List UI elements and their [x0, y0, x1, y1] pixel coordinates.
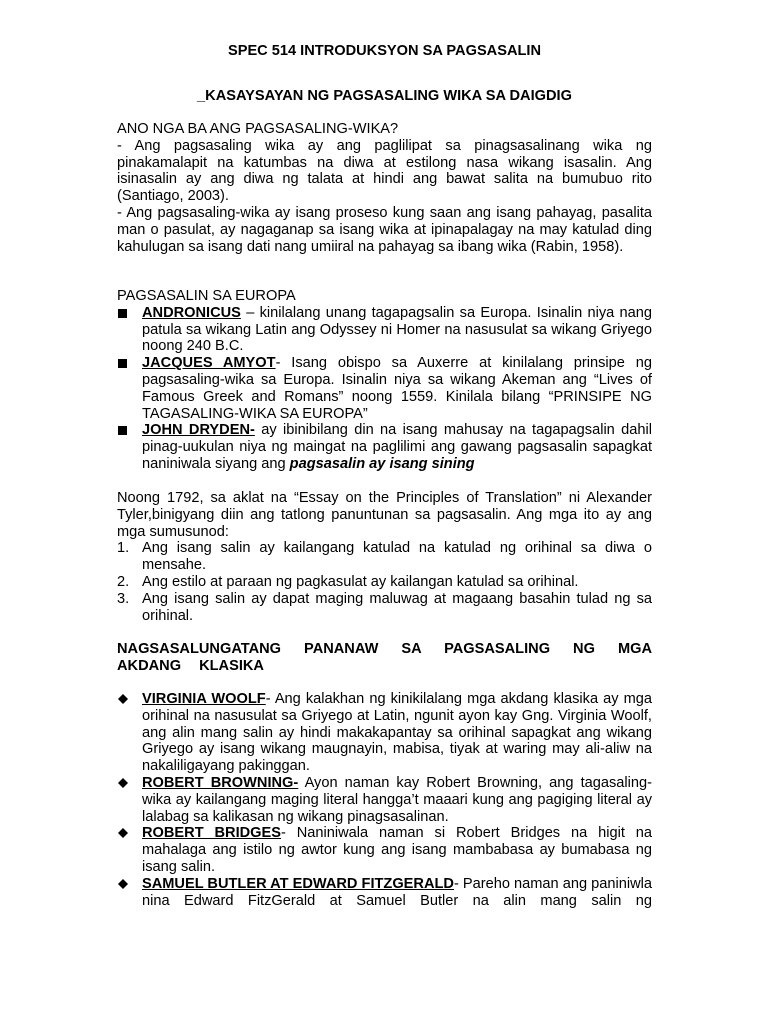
list-item	[117, 825, 652, 875]
rule-item	[117, 574, 652, 591]
item-text: ay ibinibilang din na isang mahusay na tagapagsalin dahil pinag-uukulan niya ng maingat na paglilimi ang gawang pagsasalin sapagkat naniniwala siyang ang	[142, 422, 652, 472]
europe-section	[117, 288, 652, 473]
definition-paragraph: - Ang pagsasaling wika ay ang paglilipat sa pinagsasalinang wika ng pinakamalapit na katumbas na diwa at estilong nasa wikang isasalin. Ang isinasalin ay ang diwa ng talata at hindi ang bawat salita na bumubuo rito (Santiago, 2003).	[117, 137, 652, 205]
list-item	[117, 422, 652, 472]
definition-section	[117, 121, 652, 255]
list-item	[117, 775, 652, 825]
item-text: - Naniniwala naman si Robert Bridges na higit na mahalaga ang istilo ng awtor kung ang isang mambabasa ay bumabasa ng isang salin.	[142, 825, 652, 875]
diamond-bullet-icon	[118, 694, 128, 704]
section-question: ANO NGA BA ANG PAGSASALING-WIKA?	[117, 121, 399, 137]
square-bullet-icon	[118, 309, 127, 318]
item-text: Ayon naman kay Robert Browning, ang tagasaling-wika ay kailangang maging literal hangga’t maaari kung ang pagiging literal ay lalabag sa kalikasan ng wikang pinagsasalinan.	[142, 774, 652, 825]
square-bullet-icon	[118, 426, 127, 435]
list-item	[117, 305, 652, 355]
definition-paragraph: - Ang pagsasaling-wika ay isang proseso kung saan ang isang pahayag, pasalita man o pasulat, ay nagaganap sa isang wika at ipinapalagay na may katulad ding kahulugan sa isang dati nang umiiral na pahayag sa ibang wika (Rabin, 1958).	[117, 204, 652, 255]
section-heading: PAGSASALIN SA EUROPA	[117, 288, 296, 304]
diamond-bullet-icon	[118, 879, 128, 889]
item-text: - Isang obispo sa Auxerre at kinilalang prinsipe ng pagsasaling-wika sa Europa. Isinalin niya sa wikang Akeman ang “Lives of Famous Greek and Romans” noong 1559. Kinilala bilang “PRINSIPE NG TAGASALING-WIKA SA EUROPA”	[142, 355, 652, 422]
critic-name: VIRGINIA WOOLF	[142, 691, 266, 707]
critic-name: ROBERT BRIDGES	[142, 825, 281, 842]
list-item	[117, 876, 652, 910]
rule-text: Ang estilo at paraan ng pagkasulat ay kailangan katulad sa orihinal.	[142, 573, 579, 590]
translator-name: JOHN DRYDEN-	[142, 422, 255, 439]
rule-item	[117, 591, 652, 625]
item-text: - Pareho naman ang paniniwla nina Edward FitzGerald at Samuel Butler na alin mang salin ng	[142, 875, 652, 909]
diamond-bullet-icon	[118, 778, 128, 788]
tyler-section	[117, 490, 652, 624]
topic-title: _KASAYSAYAN NG PAGSASALING WIKA SA DAIGDIG	[197, 88, 572, 104]
translator-name: ANDRONICUS	[142, 304, 241, 321]
emphasized-text: pagsasalin ay isang sining	[289, 455, 475, 472]
rule-number: 3.	[117, 590, 130, 607]
tyler-intro: Noong 1792, sa aklat na “Essay on the Principles of Translation” ni Alexander Tyler,binigyang diin ang tatlong panuntunan sa pagsasalin. Ang mga ito ay ang mga sumusunod:	[117, 490, 652, 540]
section-heading: NAGSASALUNGATANG PANANAW SA PAGSASALING NG MGA AKDANG KLASIKA	[117, 641, 652, 674]
classics-list	[117, 691, 652, 909]
classics-section	[117, 641, 652, 675]
item-text: – kinilalang unang tagapagsalin sa Europa. Isinalin niya nang patula sa wikang Latin ang Odyssey ni Homer na nasusulat sa wikang Griyego noong 240 B.C.	[142, 304, 652, 355]
square-bullet-icon	[118, 359, 127, 368]
list-item	[117, 355, 652, 422]
rule-text: Ang isang salin ay kailangang katulad na katulad ng orihinal sa diwa o mensahe.	[142, 540, 652, 574]
course-title: SPEC 514 INTRODUKSYON SA PAGSASALIN	[227, 43, 541, 59]
rule-number: 1.	[117, 540, 130, 557]
diamond-bullet-icon	[118, 828, 128, 838]
rule-text: Ang isang salin ay dapat maging maluwag at magaang basahin tulad ng sa orihinal.	[142, 590, 652, 624]
item-text: - Ang kalakhan ng kinikilalang mga akdang klasika ay mga orihinal na nasusulat sa Griyego at Latin, ngunit ayon kay Gng. Virginia Woolf, ang alin mang salin ay hindi makakapantay sa orihinal sapagkat ang wikang Griyego ay isang wikang maugnayin, mabisa, tiyak at waring may ali-aliw na nakaliligayang pakinggan.	[142, 691, 653, 775]
rule-number: 2.	[117, 573, 130, 590]
critic-name: ROBERT BROWNING-	[142, 774, 299, 791]
translator-name: JACQUES AMYOT	[142, 355, 276, 372]
rule-item	[117, 540, 652, 574]
critic-name: SAMUEL BUTLER AT EDWARD FITZGERALD	[142, 875, 454, 892]
list-item	[117, 691, 652, 775]
